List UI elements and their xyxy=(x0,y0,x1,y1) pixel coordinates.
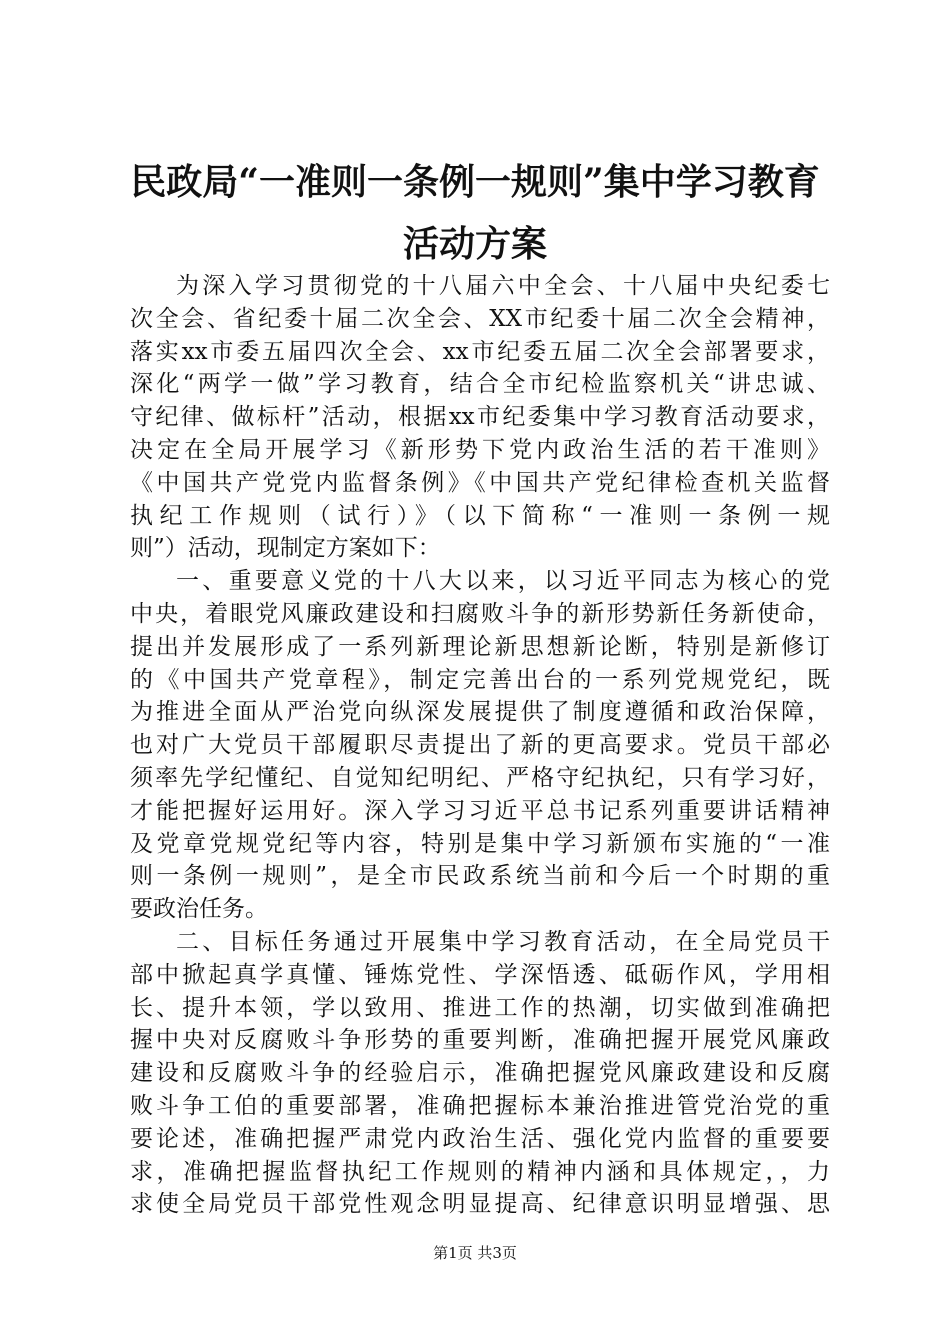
body-line: 建设和反腐败斗争的经验启示，准确把握党风廉政建设和反腐 xyxy=(130,1060,830,1087)
body-line: 部中掀起真学真懂、锤炼党性、学深悟透、砥砺作风，学用相 xyxy=(130,961,830,988)
body-line: 一、重要意义党的十八大以来，以习近平同志为核心的党 xyxy=(176,568,830,595)
body-line: 败斗争工伯的重要部署，准确把握标本兼治推进管党治党的重 xyxy=(130,1092,830,1119)
body-line: 及党章党规党纪等内容，特别是集中学习新颁布实施的“一准 xyxy=(130,830,830,857)
body-line: 提出并发展形成了一系列新理论新思想新论断，特别是新修订 xyxy=(130,633,830,660)
body-line: 则一条例一规则”，是全市民政系统当前和今后一个时期的重 xyxy=(130,863,830,890)
body-line: 求使全局党员干部党性观念明显提高、纪律意识明显增强、思 xyxy=(130,1191,830,1218)
body-line: 二、目标任务通过开展集中学习教育活动，在全局党员干 xyxy=(176,928,830,955)
body-line: 则”）活动，现制定方案如下： xyxy=(130,535,441,562)
document-title-line-2: 活动方案 xyxy=(402,223,547,265)
body-line: 决定在全局开展学习《新形势下党内政治生活的若干准则》 xyxy=(130,436,830,463)
body-line: 的《中国共产党章程》，制定完善出台的一系列党规党纪，既 xyxy=(130,666,830,693)
body-line: 也对广大党员干部履职尽责提出了新的更高要求。党员干部必 xyxy=(130,732,830,759)
body-line: 为深入学习贯彻党的十八届六中全会、十八届中央纪委七 xyxy=(176,273,830,299)
document-body xyxy=(130,270,830,1221)
body-line: 中央，着眼党风廉政建设和扫腐败斗争的新形势新任务新使命， xyxy=(130,600,830,627)
body-line: 深化“两学一做”学习教育，结合全市纪检监察机关“讲忠诚、 xyxy=(130,371,830,398)
body-line: 次全会、省纪委十届二次全会、XX市纪委十届二次全会精神， xyxy=(130,305,830,332)
body-line: 《中国共产党党内监督条例》《中国共产党纪律检查机关监督 xyxy=(130,469,830,496)
body-line: 要政治任务。 xyxy=(130,896,268,923)
body-line: 长、提升本领，学以致用、推进工作的热潮，切实做到准确把 xyxy=(130,994,830,1021)
page-number-footer: 第1页 共3页 xyxy=(433,1244,517,1262)
body-line: 要论述，准确把握严肃党内政治生活、强化党内监督的重要要 xyxy=(130,1125,830,1152)
body-line: 执纪工作规则（试行）》（以下简称“一准则一条例一规 xyxy=(130,502,830,529)
body-line: 才能把握好运用好。深入学习习近平总书记系列重要讲话精神 xyxy=(130,797,830,824)
body-line: 须率先学纪懂纪、自觉知纪明纪、严格守纪执纪，只有学习好， xyxy=(130,764,830,791)
body-line: 握中央对反腐败斗争形势的重要判断，准确把握开展党风廉政 xyxy=(130,1027,830,1054)
document-title-line-1: 民政局“一准则一条例一规则”集中学习教育 xyxy=(130,161,820,203)
body-line: 为推进全面从严治党向纵深发展提供了制度遵循和政治保障， xyxy=(130,699,830,726)
body-line: 求，准确把握监督执纪工作规则的精神内涵和具体规定，，力 xyxy=(130,1158,830,1185)
body-line: 守纪律、做标杆”活动，根据xx市纪委集中学习教育活动要求， xyxy=(130,404,830,431)
body-line: 落实xx市委五届四次全会、xx市纪委五届二次全会部署要求， xyxy=(130,338,830,365)
